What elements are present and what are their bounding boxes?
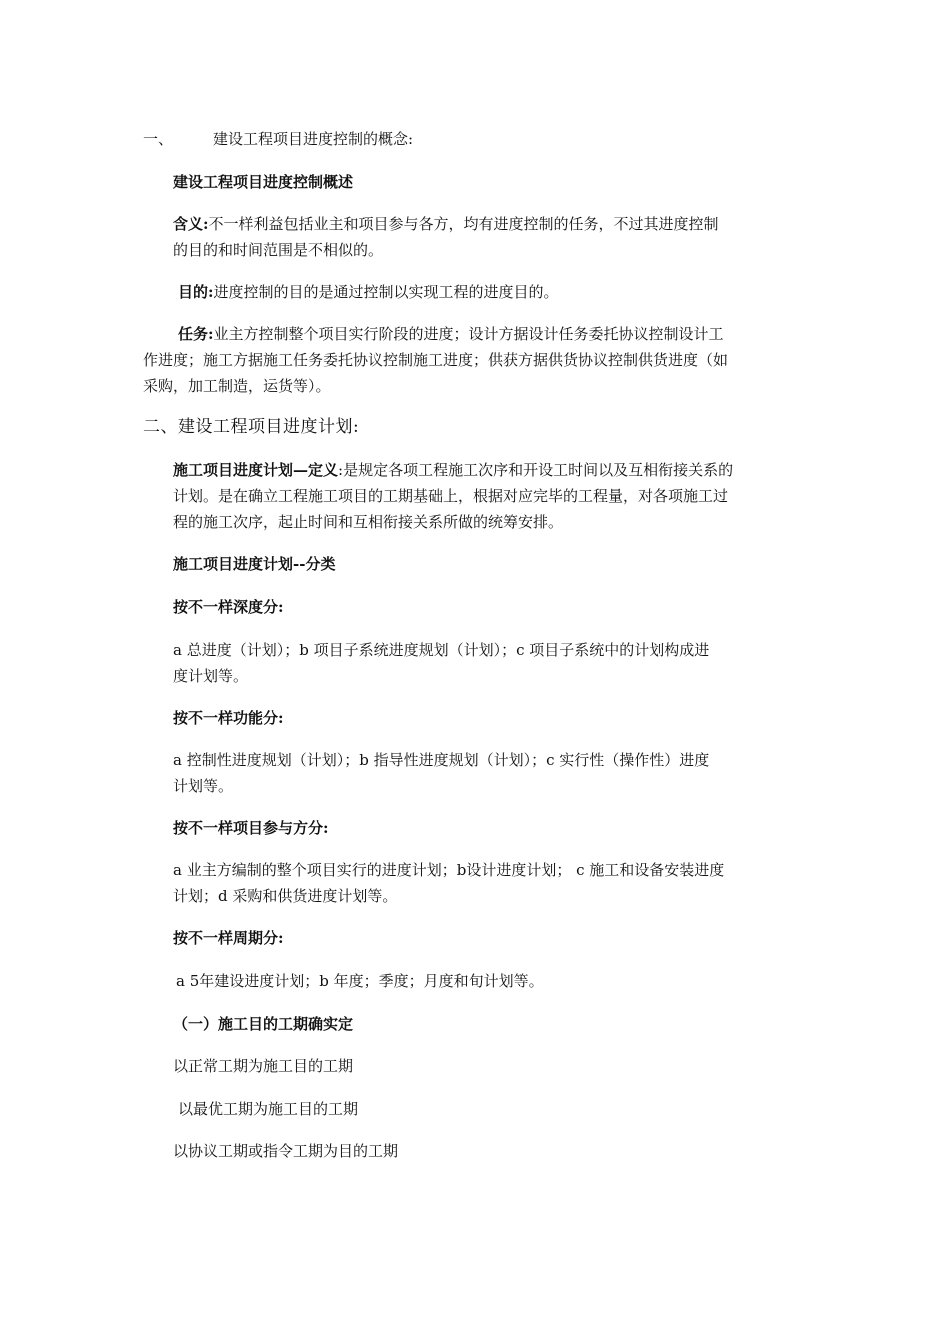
section1-subheading: 建设工程项目进度控制概述 xyxy=(173,173,354,191)
definition-paragraph-line2: 计划。是在确立工程施工项目的工期基础上，根据对应完毕的工程量，对各项施工过 xyxy=(173,487,729,505)
task-paragraph-line3: 采购，加工制造，运货等）。 xyxy=(143,377,331,395)
meaning-label: 含义: xyxy=(173,215,209,233)
by-period-line1: a 5年建设进度计划；b 年度；季度；月度和旬计划等。 xyxy=(176,972,544,990)
task-label: 任务: xyxy=(178,325,214,343)
classification-heading: 施工项目进度计划--分类 xyxy=(173,555,336,573)
task-text: 业主方控制整个项目实行阶段的进度；设计方据设计任务委托协议控制设计工 xyxy=(213,325,724,343)
definition-label: 施工项目进度计划—定义 xyxy=(173,461,339,479)
definition-paragraph-line1 xyxy=(173,460,733,480)
meaning-paragraph-line1 xyxy=(173,214,719,234)
target-item-contract: 以协议工期或指令工期为目的工期 xyxy=(173,1142,399,1160)
by-function-line2: 计划等。 xyxy=(173,777,234,795)
by-party-line1: a 业主方编制的整个项目实行的进度计划；b设计进度计划； c 施工和设备安装进度 xyxy=(173,861,725,879)
definition-paragraph-line3: 程的施工次序，起止时间和互相衔接关系所做的统筹安排。 xyxy=(173,513,564,531)
target-period-heading: （一）施工目的工期确实定 xyxy=(173,1015,354,1033)
task-paragraph-line1 xyxy=(178,324,724,344)
purpose-paragraph xyxy=(178,282,559,302)
by-depth-heading: 按不一样深度分: xyxy=(173,598,284,616)
section1-number: 一、 xyxy=(143,130,174,148)
by-depth-line1: a 总进度（计划）；b 项目子系统进度规划（计划）；c 项目子系统中的计划构成进 xyxy=(173,641,710,659)
by-party-line2: 计划；d 采购和供货进度计划等。 xyxy=(173,887,398,905)
by-function-heading: 按不一样功能分: xyxy=(173,709,284,727)
purpose-text: 进度控制的目的是通过控制以实现工程的进度目的。 xyxy=(213,283,559,301)
purpose-label: 目的: xyxy=(178,283,214,301)
target-item-normal: 以正常工期为施工目的工期 xyxy=(173,1057,354,1075)
task-paragraph-line2: 作进度；施工方据施工任务委托协议控制施工进度；供获方据供货协议控制供货进度（如 xyxy=(143,351,729,369)
definition-text: :是规定各项工程施工次序和开设工时间以及互相衔接关系的 xyxy=(338,461,734,479)
section2-title: 二、建设工程项目进度计划: xyxy=(143,417,360,437)
section1-title: 建设工程项目进度控制的概念: xyxy=(213,130,414,148)
by-party-heading: 按不一样项目参与方分: xyxy=(173,819,329,837)
meaning-text: 不一样利益包括业主和项目参与各方，均有进度控制的任务，不过其进度控制 xyxy=(208,215,719,233)
by-period-heading: 按不一样周期分: xyxy=(173,929,284,947)
by-depth-line2: 度计划等。 xyxy=(173,667,249,685)
by-function-line1: a 控制性进度规划（计划）；b 指导性进度规划（计划）；c 实行性（操作性）进度 xyxy=(173,751,710,769)
meaning-paragraph-line2: 的目的和时间范围是不相似的。 xyxy=(173,241,384,259)
target-item-optimal: 以最优工期为施工目的工期 xyxy=(178,1100,359,1118)
